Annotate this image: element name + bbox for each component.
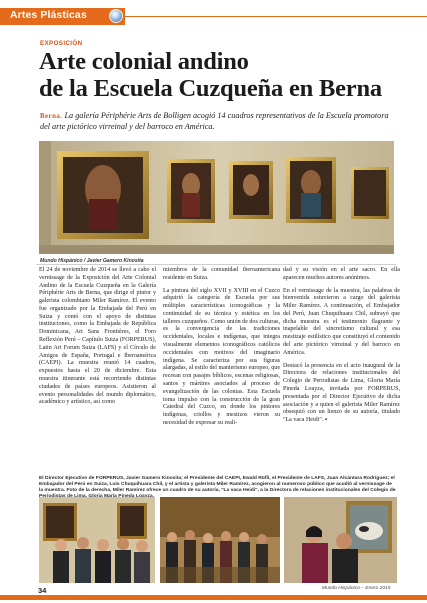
gallery-wall-illustration <box>39 141 394 254</box>
publication-footer: Mundo Hispánico – Enero 2015 <box>322 586 391 591</box>
title-line-2: de la Escuela Cuzqueña en Berna <box>39 75 382 102</box>
gallery-photo <box>39 141 394 254</box>
body-paragraph <box>283 363 400 425</box>
gift-photo-illustration <box>284 497 397 583</box>
deck-dateline: Berna. <box>40 113 63 120</box>
article-deck <box>40 111 392 132</box>
body-column-1 <box>39 267 156 407</box>
body-paragraph-text: Destacó la presencia en el acto inaugural de la Directora de relaciones institucionales del Colegio de Periodistas de Lima, Gloria María Pineda Loayza, invitada por FORPERUS, presentada por el Director Ejecutivo de dicha asociación y a quien el galerista Miler Ramírez obsequió con un lienzo de su autoría, titulado "La vaca Heidi". <box>283 362 400 424</box>
body-paragraph: dad y su visión en el arte sacro. En ella aparecen muchos autores anónimos. <box>283 267 400 281</box>
group-photo-1-illustration <box>39 497 155 583</box>
credit-divider <box>36 264 396 265</box>
gift-photo <box>284 497 397 583</box>
photo-credit: Mundo Hispánico / Javier Gamero Kinosita <box>40 258 144 264</box>
body-paragraph: En el vernissage de la muestra, las palabras de bienvenida estuvieron a cargo del galerista Miler Ramírez. A continuación, el Embajador del Perú, Juan Chuquihuara Chil, subrayó que dicha muestra es el testimonio flagrante y inapelable del sincretismo cultural y esa mestizaje estilístico que constituyó el contenido del arte pictórico virreinal y del barroco en América. <box>283 287 400 356</box>
end-mark: ▪ <box>324 417 328 424</box>
body-paragraph: miembros de la comunidad iberoamericana residente en Suiza. <box>163 267 280 281</box>
deck-text: La galería Périphérie Arts de Bolligen acogió 14 cuadros representativos de la Escuela promotora del arte pictórico virreinal y del barroco en América. <box>40 111 389 131</box>
article-kicker: EXPOSICIÓN <box>40 40 83 47</box>
section-label: Artes Plásticas <box>10 9 87 21</box>
body-column-2 <box>163 267 280 428</box>
page-number: 34 <box>38 586 47 595</box>
photo-caption: El Director Ejecutivo de FORPERUS, Javier Gamero Kinosita; el Presidente del CAEPI, Ewald Rüfli, el Presidente de LAFS, Juan Alcántara Rodríguez; el Embajador del Perú en Suiza, Luis Chuquihuara Chil, y el artista y galerista Miler Ramírez, acogieron al numeroso público que acudió al vernissage de la muestra. Foto de la derecha, Miler Ramírez ofrece un cuadro de su autoría, "La vaca Heidi", a la Directora de relaciones institucionales del Colegio de <box>39 476 396 494</box>
footer-rule <box>0 595 427 600</box>
group-photo-2-illustration <box>160 497 280 583</box>
body-paragraph: El 24 de noviembre de 2014 se llevó a cabo el vernissage de la Exposición del Arte Colonial Andino de la Escuela Cuzqueña en la Galería Périphérie Arts de Berna, que dirige el pintor y galerista colombiano Miler Ramírez. El evento fue organizado por la Embajada del Perú en Suiza y contó con el apoyo de distintas instituciones, como la Embajada de República Dominicana, Art Sans Frontières, el Foro Reflexión Perú – Capítulo Suiza (FORPERUS), Latin Art Forum Suiza (LAFS) y el Círculo de Amigos de España, Portugal e Iberoamérica (CAEPI). La muestra reunió 14 cuadros, expuestos hasta el 20 de diciembre. Esta muestra itinerante está recorriendo distintas ciudades de países europeos. Asistieron al evento personalidades del mundo diplomático, académico y artístico, así como <box>39 267 156 406</box>
group-photo-2 <box>160 497 280 583</box>
header-rule <box>125 16 427 17</box>
body-column-3 <box>283 267 400 425</box>
body-paragraph: La pintura del siglo XVII y XVIII en el Cuzco adquirió la categoría de Escuela por sus múltiples características iconográficas y la continuidad de su técnica y estética en los talleres cuzqueños. Como unión de dos culturas, es la convergencia de las tradiciones occidentales, locales e indígenas, que integra visualmente elementos iconográficos católicos occidentales con motivos del imaginario indígena. Se caracteriza por sus figuras alargadas, al estilo del manierismo europeo, que recrean con pasajes bíblicos, escenas religiosas, santos y mártires asociados al proceso de evangelización de las colonias. Esta Escuela toma impulso con la construcción de la gran Catedral del Cuzco, en donde los pintores indígenas, criollos y mestizos vieron su necesidad de expresar su reali- <box>163 287 280 426</box>
globe-icon <box>109 9 123 23</box>
article-title <box>39 48 399 102</box>
title-line-1: Arte colonial andino <box>39 48 249 75</box>
group-photo-1 <box>39 497 155 583</box>
